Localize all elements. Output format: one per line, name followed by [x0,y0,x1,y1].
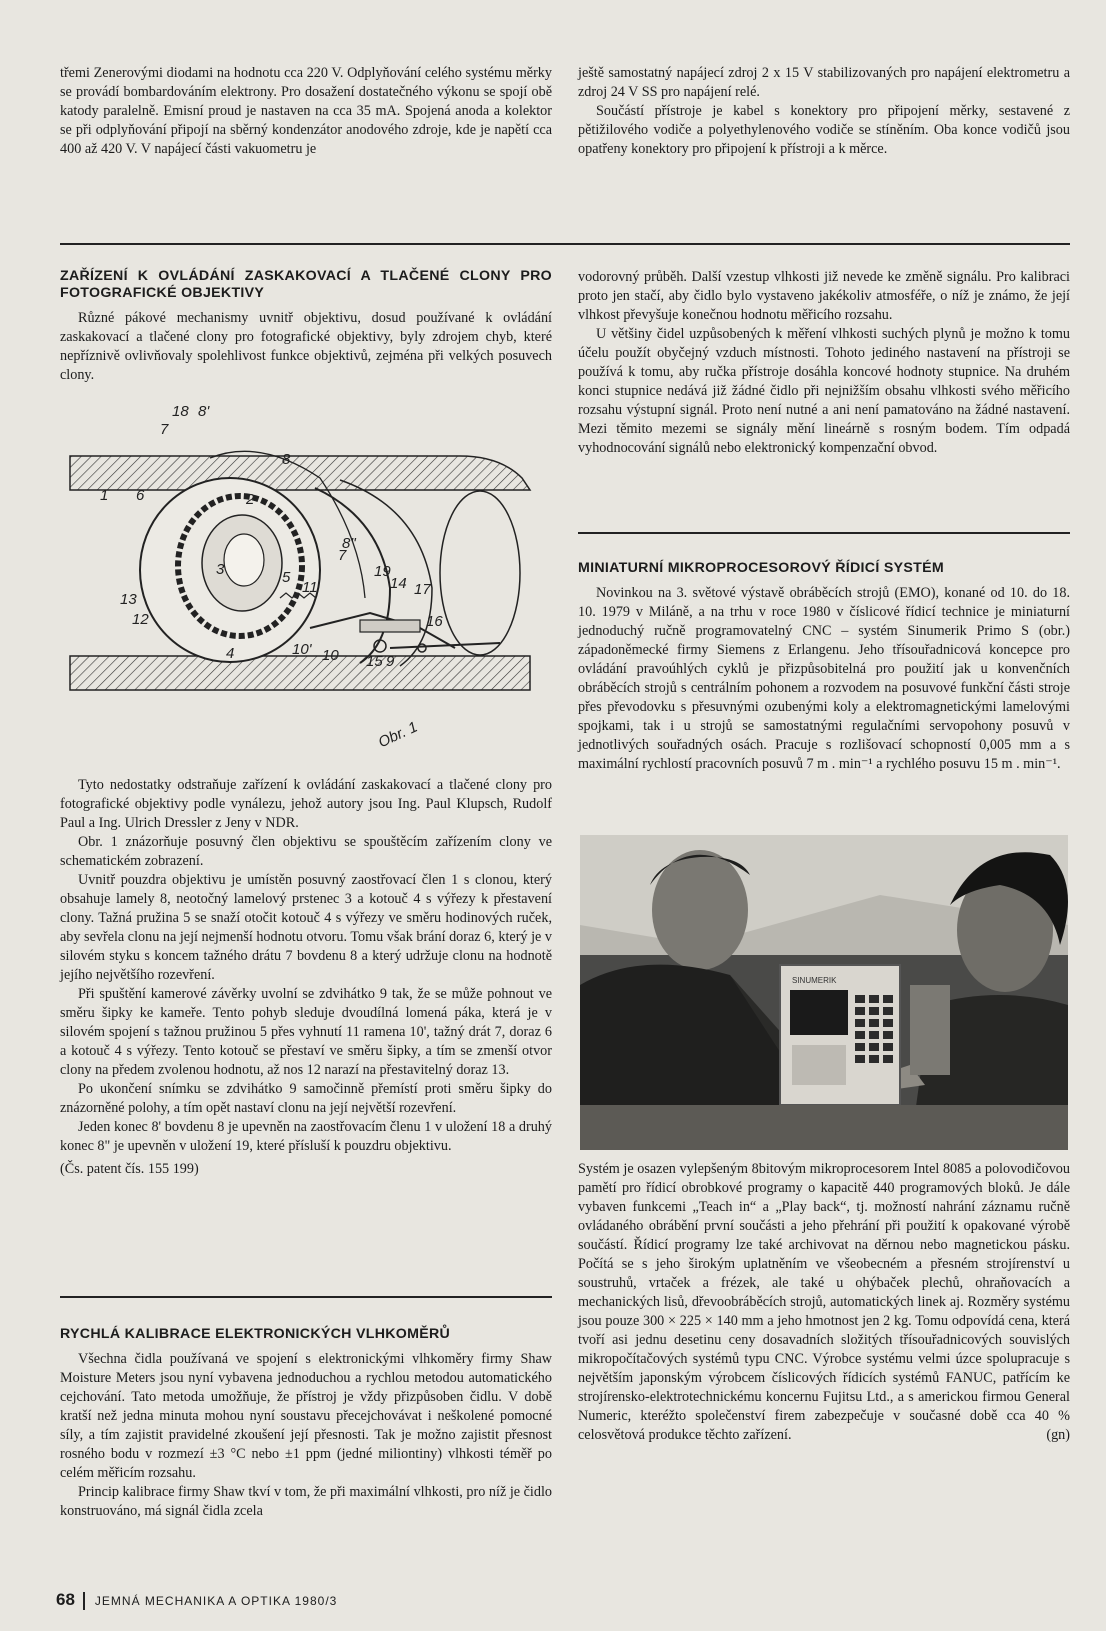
article1-body [60,776,552,1179]
journal-name: JEMNÁ MECHANIKA A OPTIKA 1980/3 [94,1594,338,1608]
figure-num: 8" [342,535,356,552]
figure-num: 5 [282,569,291,586]
figure-num: 14 [390,575,407,592]
figure-num: 10' [292,641,312,658]
cnc-photo [580,835,1068,1150]
cnc-panel-label: SINUMERIK [792,976,837,985]
article2-right [578,268,1070,458]
article1-para: Jeden konec 8' bovdenu 8 je upevněn na zaostřovacím členu 1 v uložení 18 a druhý konec 8" je upevněn v uložení 19, které přísluší k pouzdru objektivu. [60,1119,552,1154]
housing-top [70,456,530,490]
figure-label: Obr. 1 [375,718,421,752]
horizontal-rule-left [60,1296,552,1298]
article1-para: Po ukončení snímku se zdvihátko 9 samočinně přemístí proti směru šipky do znázorněné polohy, a tím opět nastaví clonu na její největší rozevření. [60,1081,552,1116]
article1-para: Při spuštění kamerové závěrky uvolní se zdvihátko 9 tak, že se může pohnout ve směru šipky ke kameře. Tento pohyb sleduje dvoudílná lomená páka, která je v silovém spojení s tažnou pružinou 5 přes vyhnutí 11 ramena 10', tažný drát 7, doraz 6 a kotouč 4 s výřezy. Tento kotouč se přestaví ve směru šipky, a tím se zmenší otvor clony na předem zvolenou hodnotu, až nos 12 narazí na přestavitelný doraz 13. [60,986,552,1078]
pivot-2 [418,644,426,652]
article1-para: Tyto nedostatky odstraňuje zařízení k ovládání zaskakovací a tlačené clony pro fotografické objektivy podle vynálezu, jehož autory jsou Ing. Paul Klupsch, Rudolf Paul a Ing. Ulrich Dressler z Jeny v NDR. [60,777,552,831]
article3-signature: (gn) [1046,1427,1070,1443]
figure-num: 18 [172,403,189,420]
article3-para: Novinkou na 3. světové výstavě obráběcích strojů (EMO), konané od 10. do 18. 10. 1979 v Miláně, a na trhu v roce 1980 v číslicové řídicí technice je miniaturní jednoduchý ručně programovatelný CNC – systém Sinumerik Primo S (obr.) západoněmecké firmy Siemens z Erlangenu. Jeho třísouřadnicová koncepce pro ovládání pravoúhlých cyklů je přizpůsobitelná pro použití jak u konvenčních obráběcích strojů s centrálním pohonem a rozvodem na posuvové funkční části stroje přes převodovku s přesuvnými ozubenými koly a elektromagnetickými lamelovými spojkami, tak i u strojů se samostatnými regulačními servopohony posuvů v jednotlivých souřadných osách. Pracuje s rozlišovací schopností 0,005 mm a s maximální rychlostí pracovních posuvů 7 m . min⁻¹ a rychlého posuvu 15 m . min⁻¹. [578,585,1070,772]
figure-num: 9 [386,653,395,670]
figure-num: 10 [322,647,339,664]
figure-num: 12 [132,611,149,628]
figure-num: 19 [374,563,391,580]
article2-title: RYCHLÁ KALIBRACE ELEKTRONICKÝCH VLHKOMĚRŮ [60,1326,451,1342]
article3-title: MINIATURNÍ MIKROPROCESOROVÝ ŘÍDICÍ SYSTÉM [578,560,944,576]
top-right-para-1: ještě samostatný napájecí zdroj 2 x 15 V stabilizovaných pro napájení elektrometru a zdroj 24 V SS pro napájení relé. [578,65,1070,100]
figure-num: 6 [136,487,145,504]
figure-num: 15 [366,653,383,670]
top-left-text: třemi Zenerovými diodami na hodnotu cca 220 V. Odplyňování celého systému měrky se provádí bombardováním elektrony. Pro dosažení dostatečného výkonu se spojí obě katody paralelně. Emisní proud je nastaven na cca 35 mA. Spojená anoda a kolektor se při odplyňování připojí na sběrný kondenzátor anodového zdroje, kde je napětí cca 400 až 420 V. V napájecí části vakuometru je [60,65,552,157]
article1-header [60,268,552,385]
figure-num: 17 [414,581,431,598]
figure-num: 11 [302,579,318,596]
article1-lede: Různé pákové mechanismy uvnitř objektivu, dosud používané k ovládání zaskakovací a tlačené clony pro fotografické objektivy, byly zdrojem chyb, které nepříznivě ovlivňovaly spolehlivost funkce objektivů, zejména při velkých posuvech clony. [60,310,552,383]
housing-bottom [70,656,530,690]
article1-para: Uvnitř pouzdra objektivu je umístěn posuvný zaostřovací člen 1 s clonou, který obsahuje lamely 8, neotočný lamelový prstenec 3 a kotouč 4 s výřezy k přestavení clony. Tažná pružina 5 se snaží otočit kotouč 4 s výřezy ve směru hodinových ruček, aby sevřela clonu na její nejmenší hodnotu otvoru. Tomu však brání doraz 6, který je v silovém styku s koncem tažného drátu 7 bovdenu 8 a který udržuje clonu na hodnotě jejího největšího rozevření. [60,872,552,983]
rear-opening [440,491,520,655]
article1-title: ZAŘÍZENÍ K OVLÁDÁNÍ ZASKAKOVACÍ A TLAČENÉ CLONY PRO FOTOGRAFICKÉ OBJEKTIVY [60,268,552,301]
top-right-para-2: Součástí přístroje je kabel s konektory pro připojení měrky, sestavené z pětižilového vodiče a polyethylenového vodiče se stíněním. Oba konce vodičů jsou opatřeny konektory pro připojení k přístroji a k měrce. [578,103,1070,157]
article3-top [578,560,1070,774]
article2-para: Všechna čidla používaná ve spojení s elektronickými vlhkoměry firmy Shaw Moisture Meters jsou nyní vybavena jednoduchou a rychlou metodou automatického cejchování. Tato metoda umožňuje, že přístroj je vždy přizpůsoben čidlu. V době kratší než jedna minuta mohou nyní soustavu přecejchovávat i neškolené pomocné síly, a tím zajistit pravidelné zkoušení její přesnosti. Tak je možno zajistit přesnost rosného bodu v rozmezí ±3 °C nebo ±1 ppm (jedné miliontiny) vlhkosti téměř po celém měřicím rozsahu. [60,1351,552,1481]
footer-separator [83,1592,85,1610]
figure-num: 7 [338,547,347,564]
lens-mechanism-figure [60,398,560,768]
horizontal-rule-right [578,532,1070,534]
figure-num: 8' [198,403,210,420]
aperture [224,534,264,586]
article3-para2: Systém je osazen vylepšeným 8bitovým mikroprocesorem Intel 8085 a polovodičovou pamětí pro řídicí obrobkové programy o kapacitě 440 programových bloků. Je dále vybaven funkcemi „Teach in“ a „Play back“, tj. možností nahrání záznamu ručně ovládaného obrábění první součásti a jeho přehrání při použití k opakované výrobě součástí. Řídicí programy lze také archivovat na děrnou nebo magnetickou pásku. Počítá se s jeho širokým uplatněním ve všeobecném a přesném strojírenství u soustruhů, vrtaček a frézek, ale také u ohýbaček plechů, ohraňovacích a mechanických lisů, dřevoobráběcích strojů, automatických linek aj. Rozměry systému jsou pouze 300 × 225 × 140 mm a jeho hmotnost jen 2 kg. Tomu odpovídá cena, která tvoří asi jednu desetinu ceny dosavadních složitých třísouřadnicových souvislých mikropočítačových systémů typu CNC. Výrobce systému velmi úzce spolupracuje s největším japonským výrobcem číslicových řídicích systémů FANUC, patřícím ke strojírensko-elektrotechnickému koncernu Fujitsu Ltd., a s americkou firmou General Numeric, kteréžto společenství firem zabezpečuje v současné době cca 40 % celosvětová produkce těchto zařízení. [578,1161,1070,1443]
top-right-column [578,64,1070,159]
article2-cont-para: vodorovný průběh. Další vzestup vlhkosti již nevede ke změně signálu. Pro kalibraci proto jen stačí, aby čidlo bylo vystaveno jakékoliv atmosféře, o níž je známo, že její vlhkost převyšuje konečnou hodnotu měřicího rozsahu. [578,269,1070,323]
horizontal-rule-top [60,243,1070,245]
lifter-rod [390,643,500,648]
top-left-column [60,64,552,159]
article1-patent: (Čs. patent čís. 155 199) [60,1161,199,1177]
article3-bottom [578,1160,1070,1445]
page-number: 68 [56,1590,75,1609]
slider-block [360,620,420,632]
figure-num: 7 [160,421,169,438]
page-footer [56,1590,337,1610]
figure-num: 2 [246,491,255,508]
figure-num: 8 [282,451,291,468]
person-left-head [652,850,748,970]
article2-cont-para: U většiny čidel uzpůsobených k měření vlhkosti suchých plynů je možno k tomu účelu použít obyčejný vzduch místnosti. Tohoto jediného nastavení na přístroji se používá k tomu, aby ručka přístroje dosáhla koncové hodnoty stupnice. Na druhém konci stupnice nedává již žádné čidlo při nejnižším obsahu vlhkosti svého měřicího rozsahu výstupní signál. Proto není nutné a ani není pamatováno na žádné nastavení. Mezi těmito mezemi se signály mění lineárně s rosným bodem. Tím odpadá vyhodnocování signálů nebo elektronický kompenzační obvod. [578,326,1070,456]
figure-num: 1 [100,487,109,504]
figure-num: 13 [120,591,137,608]
figure-num: 4 [226,645,235,662]
figure-num: 16 [426,613,443,630]
article2-para: Princip kalibrace firmy Shaw tkví v tom, že při maximální vlhkosti, pro níž je čidlo konstruováno, má signál čidla zcela [60,1484,552,1519]
article2-left [60,1326,552,1521]
figure-num: 3 [216,561,225,578]
article1-para: Obr. 1 znázorňuje posuvný člen objektivu se spouštěcím zařízením clony ve schematickém zobrazení. [60,834,552,869]
